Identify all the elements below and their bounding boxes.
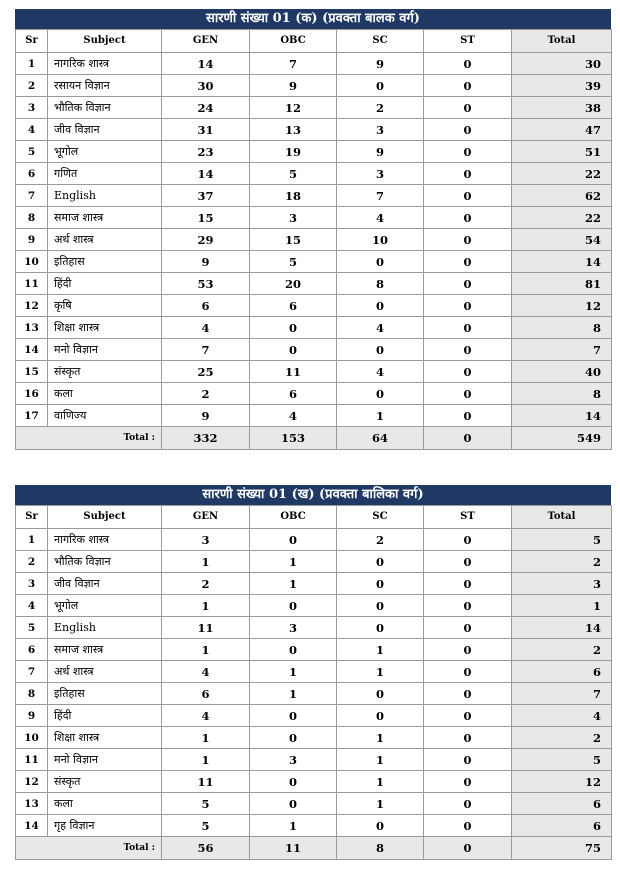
table-row (16, 529, 612, 551)
cell-obc: 7 (250, 53, 337, 75)
cell-sr: 9 (16, 705, 48, 727)
cell-gen: 9 (162, 405, 250, 427)
cell-sr: 3 (16, 97, 48, 119)
cell-subject: गणित (48, 163, 162, 185)
cell-gen: 1 (162, 639, 250, 661)
table-row (16, 727, 612, 749)
cell-total: 5 (512, 529, 612, 551)
col-header-gen: GEN (162, 30, 250, 53)
cell-st: 0 (424, 639, 512, 661)
cell-subject: शिक्षा शास्त्र (48, 727, 162, 749)
cell-subject: शिक्षा शास्त्र (48, 317, 162, 339)
cell-subject: संस्कृत (48, 361, 162, 383)
cell-sc: 4 (337, 361, 424, 383)
cell-total: 1 (512, 595, 612, 617)
table-row (16, 361, 612, 383)
total-st: 0 (424, 837, 512, 860)
cell-obc: 19 (250, 141, 337, 163)
cell-subject: भूगोल (48, 141, 162, 163)
header-row (16, 506, 612, 529)
cell-gen: 4 (162, 661, 250, 683)
cell-st: 0 (424, 339, 512, 361)
cell-total: 2 (512, 551, 612, 573)
col-header-subject: Subject (48, 506, 162, 529)
cell-subject: जीव विज्ञान (48, 573, 162, 595)
cell-obc: 15 (250, 229, 337, 251)
cell-obc: 3 (250, 617, 337, 639)
cell-obc: 20 (250, 273, 337, 295)
cell-subject: अर्थ शास्त्र (48, 661, 162, 683)
data-table (15, 505, 612, 860)
cell-gen: 2 (162, 383, 250, 405)
cell-gen: 3 (162, 529, 250, 551)
cell-gen: 31 (162, 119, 250, 141)
total-gen: 56 (162, 837, 250, 860)
cell-subject: वाणिज्य (48, 405, 162, 427)
table-row (16, 229, 612, 251)
cell-subject: English (48, 185, 162, 207)
cell-gen: 9 (162, 251, 250, 273)
cell-total: 12 (512, 295, 612, 317)
cell-total: 8 (512, 383, 612, 405)
table-row (16, 405, 612, 427)
cell-st: 0 (424, 75, 512, 97)
cell-st: 0 (424, 529, 512, 551)
cell-sr: 2 (16, 75, 48, 97)
cell-subject: भूगोल (48, 595, 162, 617)
table-row (16, 317, 612, 339)
cell-total: 39 (512, 75, 612, 97)
cell-st: 0 (424, 793, 512, 815)
table-row (16, 75, 612, 97)
cell-sr: 5 (16, 141, 48, 163)
cell-st: 0 (424, 727, 512, 749)
cell-st: 0 (424, 705, 512, 727)
cell-sr: 14 (16, 815, 48, 837)
cell-sc: 0 (337, 573, 424, 595)
cell-gen: 1 (162, 595, 250, 617)
cell-sr: 1 (16, 529, 48, 551)
cell-subject: इतिहास (48, 683, 162, 705)
cell-total: 3 (512, 573, 612, 595)
cell-st: 0 (424, 251, 512, 273)
cell-subject: English (48, 617, 162, 639)
cell-gen: 5 (162, 793, 250, 815)
cell-gen: 4 (162, 317, 250, 339)
table-row (16, 573, 612, 595)
cell-sr: 9 (16, 229, 48, 251)
table-row (16, 185, 612, 207)
cell-sr: 11 (16, 749, 48, 771)
cell-obc: 18 (250, 185, 337, 207)
cell-total: 6 (512, 815, 612, 837)
cell-st: 0 (424, 97, 512, 119)
cell-total: 5 (512, 749, 612, 771)
cell-gen: 6 (162, 295, 250, 317)
cell-obc: 1 (250, 551, 337, 573)
cell-sr: 10 (16, 251, 48, 273)
cell-sr: 6 (16, 163, 48, 185)
table-title: सारणी संख्या 01 (ख) (प्रवक्ता बालिका वर्ग) (15, 485, 611, 505)
total-row (16, 427, 612, 450)
cell-total: 4 (512, 705, 612, 727)
cell-total: 51 (512, 141, 612, 163)
cell-total: 22 (512, 207, 612, 229)
table-row (16, 551, 612, 573)
cell-sr: 1 (16, 53, 48, 75)
header-row (16, 30, 612, 53)
cell-obc: 1 (250, 661, 337, 683)
total-obc: 11 (250, 837, 337, 860)
cell-subject: मनो विज्ञान (48, 749, 162, 771)
cell-gen: 53 (162, 273, 250, 295)
cell-sc: 1 (337, 771, 424, 793)
cell-st: 0 (424, 163, 512, 185)
cell-obc: 1 (250, 573, 337, 595)
cell-sr: 10 (16, 727, 48, 749)
cell-total: 30 (512, 53, 612, 75)
cell-st: 0 (424, 185, 512, 207)
total-sc: 8 (337, 837, 424, 860)
table-row (16, 815, 612, 837)
cell-subject: कला (48, 383, 162, 405)
cell-subject: रसायन विज्ञान (48, 75, 162, 97)
table-row (16, 339, 612, 361)
cell-sr: 2 (16, 551, 48, 573)
cell-gen: 15 (162, 207, 250, 229)
col-header-sc: SC (337, 30, 424, 53)
cell-sc: 0 (337, 75, 424, 97)
cell-sc: 3 (337, 119, 424, 141)
cell-st: 0 (424, 53, 512, 75)
cell-total: 62 (512, 185, 612, 207)
col-header-sr: Sr (16, 506, 48, 529)
col-header-total: Total (512, 30, 612, 53)
col-header-total: Total (512, 506, 612, 529)
cell-sc: 3 (337, 163, 424, 185)
cell-sc: 0 (337, 617, 424, 639)
data-table (15, 29, 612, 450)
cell-sc: 4 (337, 207, 424, 229)
cell-subject: गृह विज्ञान (48, 815, 162, 837)
total-gen: 332 (162, 427, 250, 450)
cell-sc: 1 (337, 661, 424, 683)
cell-obc: 0 (250, 529, 337, 551)
total-total: 75 (512, 837, 612, 860)
col-header-obc: OBC (250, 30, 337, 53)
cell-obc: 0 (250, 727, 337, 749)
cell-subject: अर्थ शास्त्र (48, 229, 162, 251)
cell-st: 0 (424, 383, 512, 405)
total-label: Total : (16, 837, 162, 860)
table-row (16, 639, 612, 661)
cell-obc: 0 (250, 317, 337, 339)
cell-total: 47 (512, 119, 612, 141)
cell-subject: भौतिक विज्ञान (48, 97, 162, 119)
cell-sc: 1 (337, 639, 424, 661)
cell-obc: 13 (250, 119, 337, 141)
cell-st: 0 (424, 229, 512, 251)
cell-subject: कृषि (48, 295, 162, 317)
table-row (16, 119, 612, 141)
table-row (16, 661, 612, 683)
cell-st: 0 (424, 405, 512, 427)
cell-st: 0 (424, 815, 512, 837)
table-row (16, 251, 612, 273)
cell-sr: 3 (16, 573, 48, 595)
table-row (16, 705, 612, 727)
cell-subject: संस्कृत (48, 771, 162, 793)
cell-sc: 2 (337, 97, 424, 119)
cell-st: 0 (424, 683, 512, 705)
cell-obc: 12 (250, 97, 337, 119)
cell-sc: 1 (337, 793, 424, 815)
cell-st: 0 (424, 361, 512, 383)
cell-sc: 0 (337, 815, 424, 837)
cell-total: 38 (512, 97, 612, 119)
cell-sr: 14 (16, 339, 48, 361)
cell-st: 0 (424, 207, 512, 229)
cell-obc: 0 (250, 771, 337, 793)
table-row (16, 749, 612, 771)
cell-sc: 4 (337, 317, 424, 339)
total-obc: 153 (250, 427, 337, 450)
cell-sc: 0 (337, 295, 424, 317)
cell-sc: 10 (337, 229, 424, 251)
cell-subject: कला (48, 793, 162, 815)
cell-st: 0 (424, 749, 512, 771)
cell-gen: 7 (162, 339, 250, 361)
cell-sr: 8 (16, 207, 48, 229)
col-header-sc: SC (337, 506, 424, 529)
cell-subject: जीव विज्ञान (48, 119, 162, 141)
cell-sr: 13 (16, 793, 48, 815)
cell-obc: 11 (250, 361, 337, 383)
cell-gen: 5 (162, 815, 250, 837)
cell-subject: समाज शास्त्र (48, 639, 162, 661)
cell-sc: 2 (337, 529, 424, 551)
cell-obc: 5 (250, 251, 337, 273)
cell-sc: 0 (337, 705, 424, 727)
table-row (16, 383, 612, 405)
cell-gen: 30 (162, 75, 250, 97)
cell-gen: 37 (162, 185, 250, 207)
total-st: 0 (424, 427, 512, 450)
cell-subject: मनो विज्ञान (48, 339, 162, 361)
cell-st: 0 (424, 119, 512, 141)
cell-obc: 1 (250, 683, 337, 705)
table-row (16, 793, 612, 815)
col-header-obc: OBC (250, 506, 337, 529)
cell-st: 0 (424, 771, 512, 793)
cell-sr: 7 (16, 661, 48, 683)
cell-obc: 4 (250, 405, 337, 427)
cell-st: 0 (424, 273, 512, 295)
cell-sr: 6 (16, 639, 48, 661)
cell-sr: 5 (16, 617, 48, 639)
cell-st: 0 (424, 141, 512, 163)
cell-obc: 3 (250, 207, 337, 229)
table-row (16, 595, 612, 617)
cell-sc: 0 (337, 595, 424, 617)
cell-sc: 7 (337, 185, 424, 207)
total-sc: 64 (337, 427, 424, 450)
cell-gen: 14 (162, 53, 250, 75)
table-boys (15, 9, 611, 450)
table-row (16, 771, 612, 793)
table-row (16, 273, 612, 295)
cell-total: 14 (512, 405, 612, 427)
cell-subject: भौतिक विज्ञान (48, 551, 162, 573)
cell-total: 14 (512, 617, 612, 639)
col-header-gen: GEN (162, 506, 250, 529)
cell-sr: 16 (16, 383, 48, 405)
cell-sc: 9 (337, 53, 424, 75)
table-row (16, 141, 612, 163)
cell-total: 6 (512, 661, 612, 683)
cell-total: 2 (512, 639, 612, 661)
cell-subject: हिंदी (48, 273, 162, 295)
cell-gen: 14 (162, 163, 250, 185)
cell-obc: 0 (250, 793, 337, 815)
cell-gen: 23 (162, 141, 250, 163)
cell-subject: इतिहास (48, 251, 162, 273)
cell-total: 22 (512, 163, 612, 185)
col-header-sr: Sr (16, 30, 48, 53)
table-girls (15, 485, 611, 860)
cell-total: 12 (512, 771, 612, 793)
cell-obc: 3 (250, 749, 337, 771)
cell-gen: 29 (162, 229, 250, 251)
total-label: Total : (16, 427, 162, 450)
cell-st: 0 (424, 295, 512, 317)
cell-obc: 6 (250, 383, 337, 405)
cell-obc: 9 (250, 75, 337, 97)
total-total: 549 (512, 427, 612, 450)
cell-gen: 1 (162, 551, 250, 573)
cell-sc: 0 (337, 339, 424, 361)
cell-subject: हिंदी (48, 705, 162, 727)
cell-gen: 11 (162, 771, 250, 793)
cell-obc: 0 (250, 705, 337, 727)
table-row (16, 617, 612, 639)
cell-gen: 6 (162, 683, 250, 705)
cell-obc: 0 (250, 339, 337, 361)
table-row (16, 295, 612, 317)
cell-total: 7 (512, 683, 612, 705)
cell-obc: 0 (250, 595, 337, 617)
col-header-subject: Subject (48, 30, 162, 53)
table-row (16, 97, 612, 119)
cell-gen: 24 (162, 97, 250, 119)
cell-sr: 7 (16, 185, 48, 207)
col-header-st: ST (424, 30, 512, 53)
cell-sc: 0 (337, 383, 424, 405)
cell-obc: 6 (250, 295, 337, 317)
cell-gen: 1 (162, 749, 250, 771)
cell-obc: 1 (250, 815, 337, 837)
cell-sc: 1 (337, 727, 424, 749)
table-row (16, 683, 612, 705)
cell-sc: 0 (337, 551, 424, 573)
cell-st: 0 (424, 317, 512, 339)
cell-subject: नागरिक शास्त्र (48, 529, 162, 551)
cell-total: 2 (512, 727, 612, 749)
cell-sc: 8 (337, 273, 424, 295)
cell-gen: 25 (162, 361, 250, 383)
cell-sr: 15 (16, 361, 48, 383)
cell-sr: 4 (16, 119, 48, 141)
cell-obc: 5 (250, 163, 337, 185)
cell-total: 7 (512, 339, 612, 361)
cell-total: 40 (512, 361, 612, 383)
cell-st: 0 (424, 617, 512, 639)
cell-sc: 1 (337, 405, 424, 427)
table-title: सारणी संख्या 01 (क) (प्रवक्ता बालक वर्ग) (15, 9, 611, 29)
cell-subject: नागरिक शास्त्र (48, 53, 162, 75)
table-row (16, 53, 612, 75)
table-row (16, 207, 612, 229)
cell-subject: समाज शास्त्र (48, 207, 162, 229)
cell-gen: 1 (162, 727, 250, 749)
cell-sr: 12 (16, 771, 48, 793)
col-header-st: ST (424, 506, 512, 529)
cell-total: 8 (512, 317, 612, 339)
cell-st: 0 (424, 661, 512, 683)
cell-gen: 4 (162, 705, 250, 727)
cell-st: 0 (424, 573, 512, 595)
cell-sr: 8 (16, 683, 48, 705)
cell-total: 14 (512, 251, 612, 273)
total-row (16, 837, 612, 860)
cell-gen: 11 (162, 617, 250, 639)
cell-total: 81 (512, 273, 612, 295)
table-row (16, 163, 612, 185)
cell-st: 0 (424, 551, 512, 573)
cell-sc: 1 (337, 749, 424, 771)
cell-sr: 4 (16, 595, 48, 617)
cell-total: 54 (512, 229, 612, 251)
cell-sr: 11 (16, 273, 48, 295)
cell-sc: 0 (337, 683, 424, 705)
cell-gen: 2 (162, 573, 250, 595)
cell-total: 6 (512, 793, 612, 815)
cell-sc: 0 (337, 251, 424, 273)
cell-sc: 9 (337, 141, 424, 163)
cell-sr: 12 (16, 295, 48, 317)
cell-sr: 13 (16, 317, 48, 339)
cell-sr: 17 (16, 405, 48, 427)
cell-obc: 0 (250, 639, 337, 661)
cell-st: 0 (424, 595, 512, 617)
